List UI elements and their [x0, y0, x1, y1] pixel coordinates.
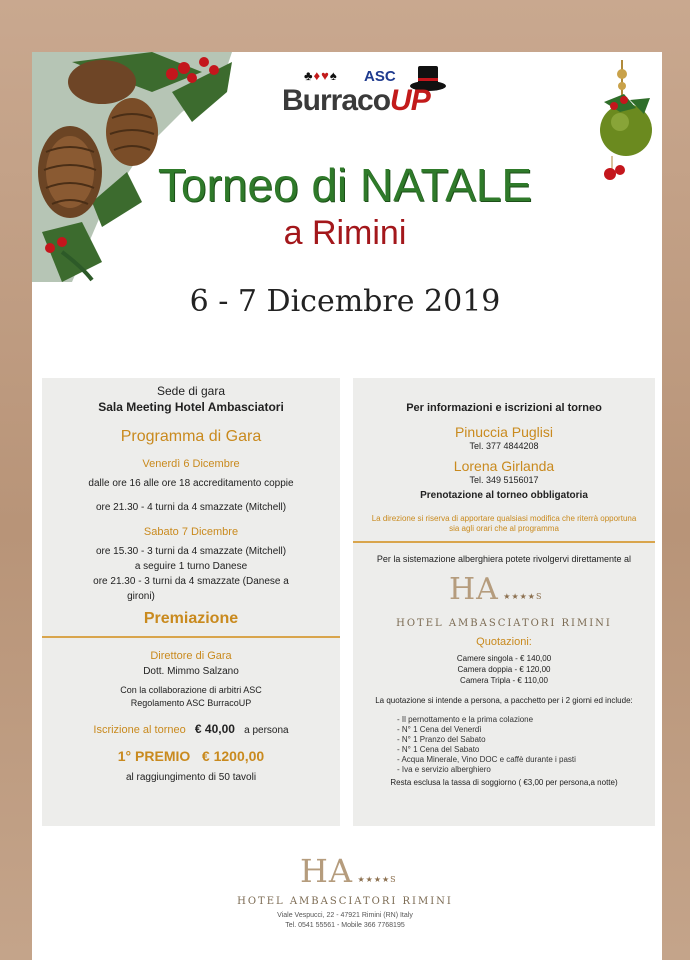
footer-address: Viale Vespucci, 22 - 47921 Rimini (RN) Italy: [277, 912, 413, 919]
prize-note: al raggiungimento di 50 tavoli: [125, 772, 257, 783]
footer-hotel-logo: HA ★★★★S: [300, 852, 397, 890]
collaboration-note: Con la collaborazione di arbitri ASC: [120, 685, 262, 695]
list-item: - Acqua Minerale, Vino DOC e caffè durante i pasti: [397, 755, 576, 764]
room-price: Camera Tripla - € 110,00: [460, 676, 548, 685]
day1-line: ore 21.30 - 4 turni da 4 smazzate (Mitchell): [95, 502, 287, 513]
director-label: Direttore di Gara: [150, 650, 232, 662]
list-item: - Il pernottamento e la prima colazione: [397, 715, 534, 724]
program-heading: Programma di Gara: [120, 428, 262, 445]
contact-name: Pinuccia Puglisi: [454, 424, 554, 440]
day1-heading: Venerdì 6 Dicembre: [142, 458, 240, 470]
event-dates: 6 - 7 Dicembre 2019: [189, 284, 501, 319]
day2-heading: Sabato 7 Dicembre: [143, 526, 239, 538]
lodging-note: Per la sistemazione alberghiera potete rivolgervi direttamente al: [376, 554, 632, 564]
package-items: [397, 715, 576, 775]
disclaimer: sia agli orari che al programma: [449, 524, 559, 533]
first-prize: 1° PREMIO € 1200,00: [117, 748, 265, 764]
footer-hotel-name: HOTEL AMBASCIATORI RIMINI: [237, 896, 453, 907]
room-price: Camere singola - € 140,00: [456, 654, 552, 663]
logo-asc: ASC: [364, 68, 396, 85]
venue-label: Sede di gara: [156, 384, 226, 398]
director-name: Dott. Mimmo Salzano: [143, 666, 239, 677]
disclaimer: La direzione si riserva di apportare qualsiasi modifica che riterrà opportuna: [371, 514, 637, 523]
section-divider: [353, 541, 655, 543]
card-suits-icon: ♣♦♥♠: [304, 68, 338, 83]
contact-name: Lorena Girlanda: [453, 458, 555, 474]
hotel-name: HOTEL AMBASCIATORI RIMINI: [396, 618, 612, 629]
rules-note: Regolamento ASC BurracoUP: [130, 698, 252, 708]
room-price: Camera doppia - € 120,00: [457, 665, 551, 674]
logo-wordmark: BurracoUP: [282, 84, 430, 117]
list-item: - N° 1 Cena del Venerdì: [397, 725, 482, 734]
list-item: - N° 1 Cena del Sabato: [397, 745, 480, 754]
day2-line: a seguire 1 turno Danese: [134, 561, 248, 572]
registration-fee: Iscrizione al torneo € 40,00 a persona: [93, 722, 289, 736]
package-note: La quotazione si intende a persona, a pacchetto per i 2 giorni ed include:: [375, 696, 633, 705]
list-item: - N° 1 Pranzo del Sabato: [397, 735, 486, 744]
day2-line: gironi): [127, 591, 155, 602]
day1-line: dalle ore 16 alle ore 18 accreditamento coppie: [88, 478, 294, 489]
booking-required: Prenotazione al torneo obbligatoria: [420, 490, 588, 501]
contact-phone: Tel. 349 5156017: [469, 475, 539, 485]
info-panel: [353, 378, 655, 826]
event-title: Torneo di NATALE: [157, 159, 533, 211]
day2-line: ore 15.30 - 3 turni da 4 smazzate (Mitchell): [95, 546, 287, 557]
venue-name: Sala Meeting Hotel Ambasciatori: [98, 400, 284, 414]
program-panel: [42, 378, 340, 826]
contact-phone: Tel. 377 4844208: [469, 441, 539, 451]
hotel-logo: HA ★★★★S: [449, 572, 543, 607]
section-divider: [42, 636, 340, 638]
tax-note: Resta esclusa la tassa di soggiorno ( €3,00 per persona,a notte): [390, 778, 618, 787]
info-heading: Per informazioni e iscrizioni al torneo: [406, 402, 602, 414]
list-item: - Iva e servizio alberghiero: [397, 765, 491, 774]
day2-line: ore 21.30 - 3 turni da 4 smazzate (Danese a: [93, 576, 289, 587]
event-location: a Rimini: [283, 214, 407, 252]
prices-heading: Quotazioni:: [476, 636, 532, 648]
burracoup-logo: [282, 66, 472, 130]
awards-heading: Premiazione: [143, 610, 239, 627]
footer-phones: Tel. 0541 55561 - Mobile 366 7768195: [285, 922, 405, 929]
